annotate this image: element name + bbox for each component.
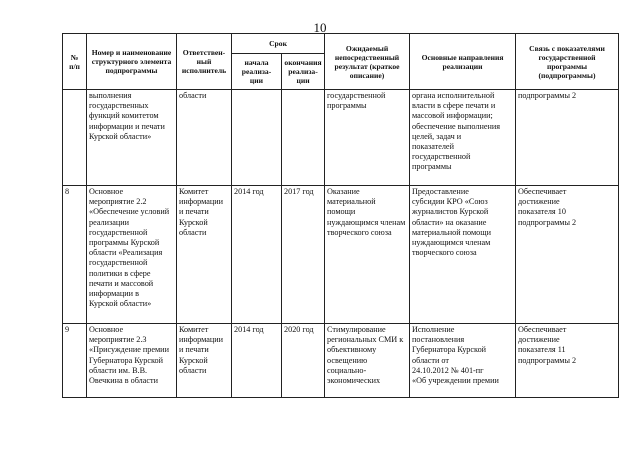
row-link: Обеспечивает достижение показателя 10 подпрограммы 2 bbox=[516, 186, 619, 324]
row-name: Основное мероприятие 2.2 «Обеспечение условий реализации государственной программы Курской области «Реализация государственной политики в сфере печати и массовой информации в Курской области» bbox=[87, 186, 177, 324]
header-responsible: Ответствен- ный исполнитель bbox=[177, 34, 232, 90]
row-result: государственной программы bbox=[325, 90, 410, 186]
row-directions: органа исполнительной власти в сфере печати и массовой информации; обеспечение выполнения целей, задач и показателей государственной программы bbox=[410, 90, 516, 186]
row-directions: Исполнение постановления Губернатора Курской области от 24.10.2012 № 401-пг «Об учреждении премии bbox=[410, 324, 516, 398]
row-responsible: области bbox=[177, 90, 232, 186]
row-num bbox=[63, 90, 87, 186]
header-result: Ожидаемый непосредственный результат (краткое описание) bbox=[325, 34, 410, 90]
header-directions: Основные направления реализации bbox=[410, 34, 516, 90]
row-num: 9 bbox=[63, 324, 87, 398]
program-table bbox=[62, 33, 619, 398]
row-start: 2014 год bbox=[232, 186, 282, 324]
header-end: окончания реализа- ции bbox=[282, 54, 325, 90]
table-header-row bbox=[63, 34, 619, 54]
row-responsible: Комитет информации и печати Курской области bbox=[177, 324, 232, 398]
header-num: № п/п bbox=[63, 34, 87, 90]
row-start bbox=[232, 90, 282, 186]
row-num: 8 bbox=[63, 186, 87, 324]
page-number: 10 bbox=[313, 20, 327, 35]
header-link: Связь с показателями государственной программы (подпрограммы) bbox=[516, 34, 619, 90]
row-name: Основное мероприятие 2.3 «Присуждение премии Губернатора Курской области им. В.В. Овечкина в области bbox=[87, 324, 177, 398]
table-row bbox=[63, 324, 619, 398]
row-end bbox=[282, 90, 325, 186]
row-link: подпрограммы 2 bbox=[516, 90, 619, 186]
row-end: 2017 год bbox=[282, 186, 325, 324]
row-result: Оказание материальной помощи нуждающимся членам творческого союза bbox=[325, 186, 410, 324]
header-term: Срок bbox=[232, 34, 325, 54]
header-name: Номер и наименование структурного элемента подпрограммы bbox=[87, 34, 177, 90]
header-start: начала реализа- ции bbox=[232, 54, 282, 90]
table-row bbox=[63, 90, 619, 186]
row-directions: Предоставление субсидии КРО «Союз журналистов Курской области» на оказание материальной помощи нуждающимся членам творческого союза bbox=[410, 186, 516, 324]
row-start: 2014 год bbox=[232, 324, 282, 398]
row-link: Обеспечивает достижение показателя 11 подпрограммы 2 bbox=[516, 324, 619, 398]
row-result: Стимулирование региональных СМИ к объективному освещению социально- экономических bbox=[325, 324, 410, 398]
row-name: выполнения государственных функций комитетом информации и печати Курской области» bbox=[87, 90, 177, 186]
row-responsible: Комитет информации и печати Курской области bbox=[177, 186, 232, 324]
row-end: 2020 год bbox=[282, 324, 325, 398]
table-row bbox=[63, 186, 619, 324]
